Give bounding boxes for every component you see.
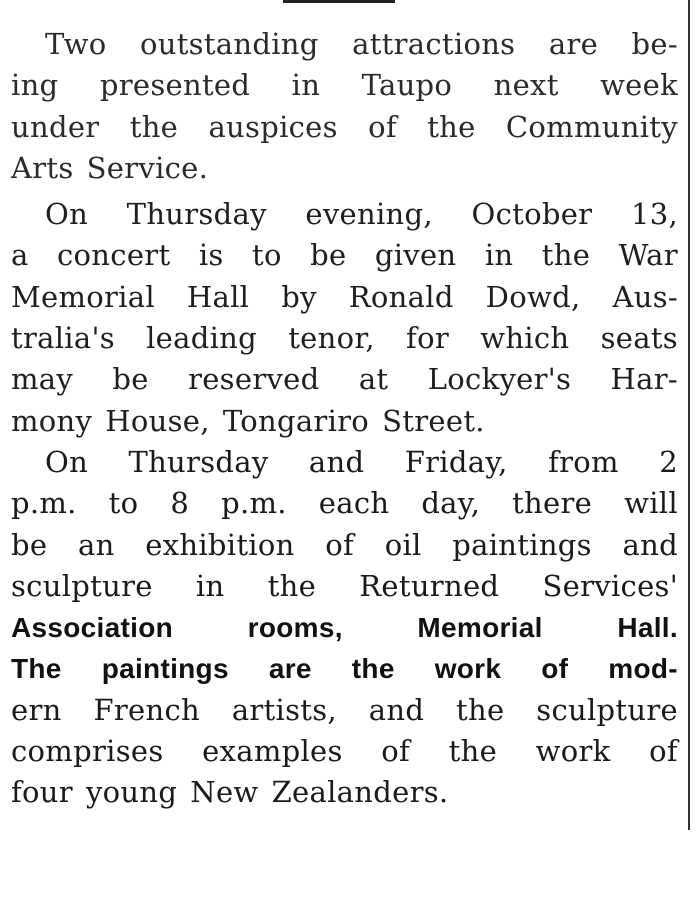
word: Thursday bbox=[126, 197, 267, 232]
word: Ronald bbox=[348, 279, 454, 314]
word: Two bbox=[45, 27, 107, 61]
word: a bbox=[11, 238, 29, 273]
text-line bbox=[11, 277, 678, 318]
word: there bbox=[512, 486, 593, 521]
text-line bbox=[11, 65, 678, 106]
word: the bbox=[541, 238, 591, 273]
text-line bbox=[11, 24, 678, 65]
word: New bbox=[190, 775, 259, 810]
word: Returned bbox=[359, 568, 500, 603]
word: 2 bbox=[659, 444, 678, 479]
word: will bbox=[624, 486, 678, 521]
text-line bbox=[11, 235, 678, 276]
text-line bbox=[11, 772, 678, 813]
text-line bbox=[11, 318, 678, 359]
word: 8 bbox=[170, 486, 190, 521]
text-line bbox=[11, 648, 678, 689]
word: reserved bbox=[188, 362, 320, 397]
word: Street. bbox=[382, 403, 485, 438]
word: of bbox=[368, 109, 397, 144]
word: the bbox=[129, 109, 179, 144]
word: mod- bbox=[608, 653, 678, 685]
word: which bbox=[480, 321, 570, 356]
word: ern bbox=[11, 692, 62, 727]
text-line bbox=[11, 148, 678, 189]
word: presented bbox=[99, 68, 251, 103]
word: are bbox=[268, 653, 312, 685]
word: of bbox=[649, 734, 678, 769]
word: and bbox=[622, 527, 678, 562]
column-rule bbox=[688, 0, 690, 830]
word: Services' bbox=[542, 568, 678, 603]
word: p.m. bbox=[11, 486, 77, 521]
word: Thursday bbox=[128, 444, 269, 479]
word: ing bbox=[11, 68, 59, 103]
word: the bbox=[427, 109, 476, 144]
word: seats bbox=[600, 321, 678, 356]
text-line bbox=[11, 107, 678, 148]
text-line bbox=[11, 359, 678, 400]
text-line bbox=[11, 690, 678, 731]
word: at bbox=[358, 362, 389, 397]
word: examples bbox=[202, 734, 343, 769]
word: paintings bbox=[452, 527, 592, 562]
word: Memorial bbox=[11, 279, 155, 314]
word: Association bbox=[11, 612, 174, 644]
word: War bbox=[618, 238, 678, 273]
word: Zealanders. bbox=[271, 775, 449, 810]
word: Aus- bbox=[612, 279, 678, 314]
word: Hall bbox=[186, 279, 250, 314]
word: given bbox=[374, 238, 457, 273]
word: be bbox=[11, 527, 48, 562]
word: outstanding bbox=[139, 27, 319, 61]
word: in bbox=[484, 238, 514, 273]
text-line bbox=[11, 731, 678, 772]
word: of bbox=[381, 734, 411, 769]
word: sculpture bbox=[11, 568, 153, 603]
word: evening, bbox=[305, 197, 433, 232]
word: tralia's bbox=[11, 321, 115, 356]
word: the bbox=[456, 692, 505, 727]
word: The bbox=[11, 653, 62, 685]
word: to bbox=[251, 238, 282, 273]
word: concert bbox=[57, 238, 171, 273]
word: four bbox=[11, 775, 73, 810]
word: work bbox=[535, 734, 611, 769]
top-rule bbox=[283, 0, 395, 3]
word: paintings bbox=[101, 653, 229, 685]
article-body bbox=[11, 24, 678, 814]
word: mony bbox=[11, 403, 93, 438]
word: p.m. bbox=[221, 486, 287, 521]
word: may bbox=[11, 362, 74, 397]
word: day, bbox=[421, 486, 481, 521]
word: On bbox=[45, 444, 89, 479]
word: in bbox=[195, 568, 225, 603]
word: Dowd, bbox=[485, 279, 581, 314]
word: by bbox=[281, 279, 317, 314]
text-line bbox=[11, 566, 678, 607]
word: Tongariro bbox=[222, 403, 370, 438]
word: On bbox=[45, 197, 89, 232]
word: the bbox=[351, 653, 395, 685]
word: rooms, bbox=[247, 612, 343, 644]
word: sculpture bbox=[536, 692, 678, 727]
word: be bbox=[112, 362, 149, 397]
word: Service. bbox=[86, 150, 209, 185]
word: each bbox=[318, 486, 390, 521]
word: be- bbox=[631, 27, 678, 61]
word: oil bbox=[384, 527, 422, 562]
text-line bbox=[11, 525, 678, 566]
text-line bbox=[11, 194, 678, 235]
word: comprises bbox=[11, 734, 164, 769]
word: French bbox=[93, 692, 200, 727]
word: to bbox=[108, 486, 139, 521]
word: are bbox=[548, 27, 599, 61]
word: Lockyer's bbox=[427, 362, 572, 397]
word: is bbox=[198, 238, 224, 273]
word: Friday, bbox=[404, 444, 508, 479]
word: 13, bbox=[630, 197, 678, 232]
word: next bbox=[493, 68, 559, 103]
paragraph-concert bbox=[11, 194, 678, 442]
word: in bbox=[291, 68, 321, 103]
word: under bbox=[11, 109, 100, 144]
word: young bbox=[85, 775, 178, 810]
word: Har- bbox=[610, 362, 678, 397]
text-line bbox=[11, 401, 678, 442]
word: Hall. bbox=[617, 612, 678, 644]
word: auspices bbox=[208, 109, 338, 144]
word: the bbox=[267, 568, 317, 603]
word: week bbox=[600, 68, 678, 103]
word: tenor, bbox=[288, 321, 375, 356]
word: Community bbox=[505, 109, 678, 144]
word: be bbox=[310, 238, 347, 273]
word: the bbox=[448, 734, 498, 769]
word: Memorial bbox=[417, 612, 543, 644]
word: Taupo bbox=[361, 68, 453, 103]
word: leading bbox=[146, 321, 258, 356]
word: of bbox=[541, 653, 569, 685]
word: of bbox=[325, 527, 355, 562]
paragraph-exhibition bbox=[11, 442, 678, 814]
word: Arts bbox=[11, 150, 74, 185]
text-line bbox=[11, 607, 678, 648]
word: artists, bbox=[231, 692, 337, 727]
word: from bbox=[548, 444, 619, 479]
word: an bbox=[77, 527, 115, 562]
word: October bbox=[471, 197, 593, 232]
word: and bbox=[368, 692, 425, 727]
paragraph-attractions bbox=[11, 24, 678, 189]
text-line bbox=[11, 442, 678, 483]
word: exhibition bbox=[145, 527, 295, 562]
word: for bbox=[406, 321, 450, 356]
word: House, bbox=[105, 403, 210, 438]
word: attractions bbox=[352, 27, 516, 61]
text-line bbox=[11, 483, 678, 524]
word: work bbox=[434, 653, 502, 685]
word: and bbox=[308, 444, 365, 479]
